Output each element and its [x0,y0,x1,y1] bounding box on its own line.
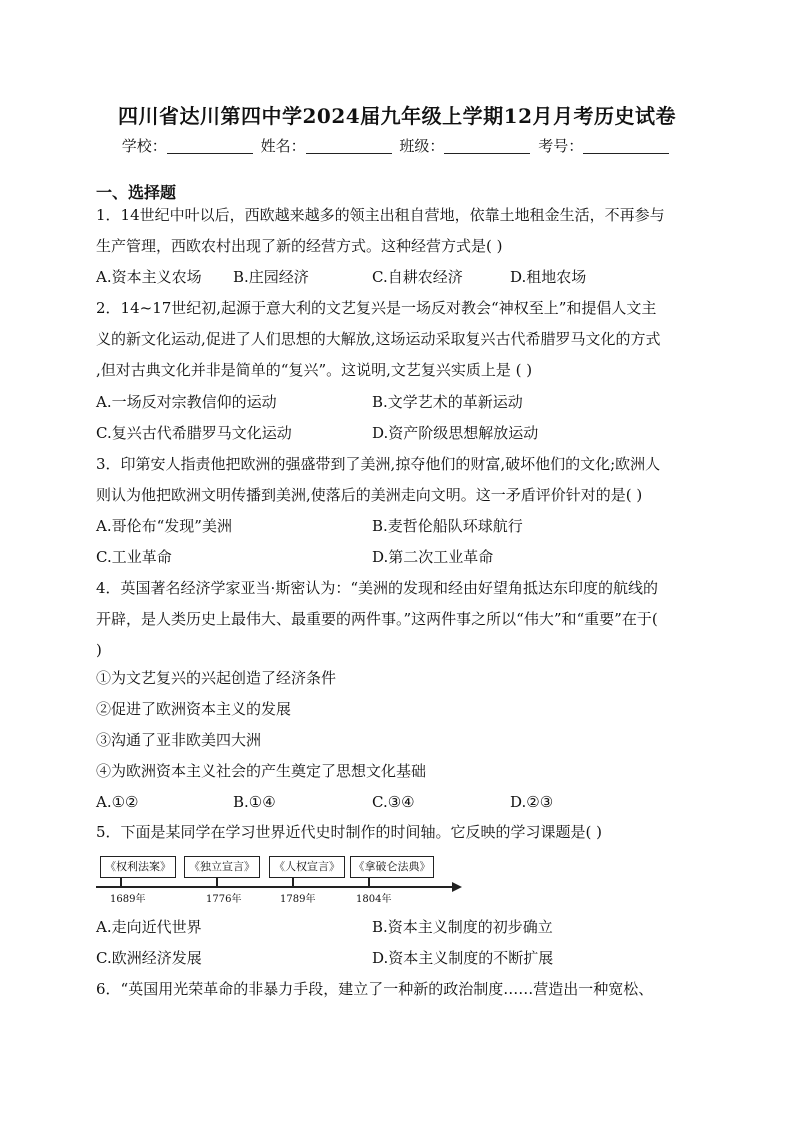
timeline-year: 1804年 [356,894,392,905]
timeline-doc-box: 《拿破仑法典》 [350,856,434,878]
q4-statement: ①为文艺复兴的兴起创造了经济条件 [96,669,337,687]
exam-number-blank[interactable] [583,138,669,154]
q2-text-line: 义的新文化运动,促进了人们思想的大解放,这场运动采取复兴古代希腊罗马文化的方式 [96,330,661,348]
timeline-year: 1689年 [110,894,146,905]
exam-number-label: 考号： [538,137,584,155]
q3-text-line: 3．印第安人指责他把欧洲的强盛带到了美洲,掠夺他们的财富,破坏他们的文化;欧洲人 [96,455,661,473]
timeline-arrow-icon [452,882,462,892]
q4-text-line: 4．英国著名经济学家亚当·斯密认为：“美洲的发现和经由好望角抵达东印度的航线的 [96,579,658,597]
q4-option-c[interactable]: C.③④ [372,793,415,811]
q4-option-d[interactable]: D.②③ [510,793,554,811]
q5-option-c[interactable]: C.欧洲经济发展 [96,949,202,967]
q5-text-line: 5．下面是某同学在学习世界近代史时制作的时间轴。它反映的学习课题是( ) [96,823,603,841]
q6-text-line: 6．“英国用光荣革命的非暴力手段，建立了一种新的政治制度……营造出一种宽松、 [96,980,654,998]
q2-option-a[interactable]: A.一场反对宗教信仰的运动 [96,393,277,411]
q4-statement: ②促进了欧洲资本主义的发展 [96,700,292,718]
school-label: 学校： [121,137,167,155]
q4-text-line: 开辟，是人类历史上最伟大、最重要的两件事。”这两件事之所以“伟大”和“重要”在于( [96,610,658,628]
q1-text-line: 1．14世纪中叶以后，西欧越来越多的领主出租自营地，依靠土地租金生活，不再参与 [96,206,665,224]
timeline-axis [96,886,454,888]
q1-text-line: 生产管理，西欧农村出现了新的经营方式。这种经营方式是( ) [96,237,503,255]
q1-option-d[interactable]: D.租地农场 [510,268,587,286]
q1-option-a[interactable]: A.资本主义农场 [96,268,202,286]
section-heading: 一、选择题 [96,183,177,202]
q4-statement: ③沟通了亚非欧美四大洲 [96,731,262,749]
q4-statement: ④为欧洲资本主义社会的产生奠定了思想文化基础 [96,762,427,780]
timeline-doc-box: 《权利法案》 [100,856,176,878]
timeline-doc-box: 《人权宣言》 [269,856,345,878]
q4-option-a[interactable]: A.①② [96,793,139,811]
school-blank[interactable] [167,138,253,154]
q4-option-b[interactable]: B.①④ [233,793,276,811]
q2-text-line: 2．14~17世纪初,起源于意大利的文艺复兴是一场反对教会“神权至上”和提倡人文主 [96,299,657,317]
name-blank[interactable] [306,138,392,154]
q1-option-b[interactable]: B.庄园经济 [233,268,309,286]
timeline-doc-box: 《独立宣言》 [184,856,260,878]
q1-option-c[interactable]: C.自耕农经济 [372,268,463,286]
exam-title: 四川省达川第四中学2024届九年级上学期12月月考历史试卷 [118,104,676,128]
timeline-figure [96,856,466,906]
q3-text-line: 则认为他把欧洲文明传播到美洲,使落后的美洲走向文明。这一矛盾评价针对的是( ) [96,486,643,504]
q2-option-d[interactable]: D.资产阶级思想解放运动 [372,424,539,442]
q3-option-d[interactable]: D.第二次工业革命 [372,548,494,566]
q3-option-c[interactable]: C.工业革命 [96,548,172,566]
class-blank[interactable] [444,138,530,154]
q3-option-b[interactable]: B.麦哲伦船队环球航行 [372,517,523,535]
q5-option-b[interactable]: B.资本主义制度的初步确立 [372,918,553,936]
q2-text-line: ,但对古典文化并非是简单的“复兴”。这说明,文艺复兴实质上是 ( ) [96,361,533,379]
q5-option-a[interactable]: A.走向近代世界 [96,918,202,936]
q2-option-c[interactable]: C.复兴古代希腊罗马文化运动 [96,424,292,442]
name-label: 姓名： [260,137,306,155]
timeline-year: 1789年 [280,894,316,905]
class-label: 班级： [399,137,445,155]
student-info-line [0,135,794,156]
timeline-year: 1776年 [206,894,242,905]
q2-option-b[interactable]: B.文学艺术的革新运动 [372,393,523,411]
q3-option-a[interactable]: A.哥伦布“发现”美洲 [96,517,232,535]
q4-text-line: ) [96,641,102,659]
q5-option-d[interactable]: D.资本主义制度的不断扩展 [372,949,554,967]
